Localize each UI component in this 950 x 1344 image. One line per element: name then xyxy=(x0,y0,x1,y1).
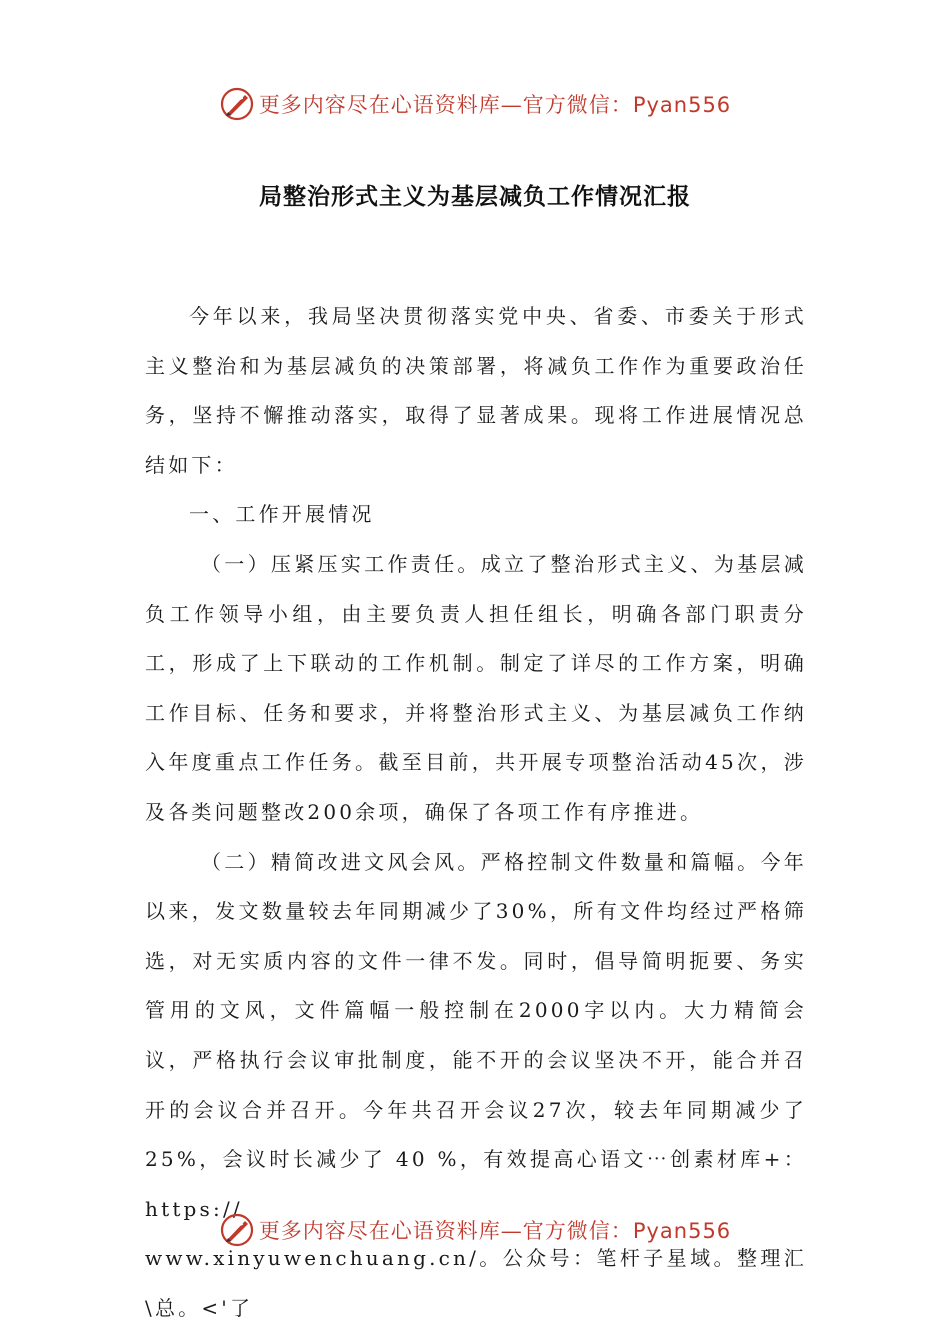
banner-wechat-id: Pyan556 xyxy=(632,93,732,117)
paragraph-responsibility: （一）压紧压实工作责任。成立了整治形式主义、为基层减负工作领导小组，由主要负责人担任组长，明确各部门职责分工，形成了上下联动的工作机制。制定了详尽的工作方案，明确工作目标、任务和要求，并将整治形式主义、为基层减负工作纳入年度重点工作任务。截至目前，共开展专项整治活动45次，涉及各类问题整改200余项，确保了各项工作有序推进。 xyxy=(145,551,807,824)
banner-wechat-id: Pyan556 xyxy=(632,1219,732,1243)
quill-logo-icon xyxy=(219,1212,255,1248)
document-body xyxy=(145,292,807,1333)
banner-text: 更多内容尽在心语资料库—官方微信：Pyan556 xyxy=(258,1219,732,1243)
footer-watermark-banner xyxy=(0,1208,950,1252)
section-heading: 一、工作开展情况 xyxy=(189,502,375,527)
paragraph-style-meetings: （二）精简改进文风会风。严格控制文件数量和篇幅。今年以来，发文数量较去年同期减少了30%，所有文件均经过严格筛选，对无实质内容的文件一律不发。同时，倡导简明扼要、务实管用的文风，文件篇幅一般控制在2000字以内。大力精简会议，严格执行会议审批制度，能不开的会议坚决不开，能合并召开的会议合并召开。今年共召开会议27次，较去年同期减少了25%，会议时长减少了 40 %，有效提高心语文⋯创素材库+：https:// xyxy=(145,849,807,1221)
document-title: 局整治形式主义为基层减负工作情况汇报 xyxy=(259,183,691,210)
header-watermark-banner xyxy=(0,82,950,126)
paragraph-style-meetings-tail: www.xinyuwenchuang.cn/。公众号：笔杆子星域。整理汇\总。<'了 xyxy=(145,1246,807,1320)
quill-logo-icon xyxy=(219,86,255,122)
intro-paragraph: 今年以来，我局坚决贯彻落实党中央、省委、市委关于形式主义整治和为基层减负的决策部署，将减负工作作为重要政治任务，坚持不懈推动落实，取得了显著成果。现将工作进展情况总结如下： xyxy=(145,304,807,477)
banner-text: 更多内容尽在心语资料库—官方微信：Pyan556 xyxy=(258,93,732,117)
